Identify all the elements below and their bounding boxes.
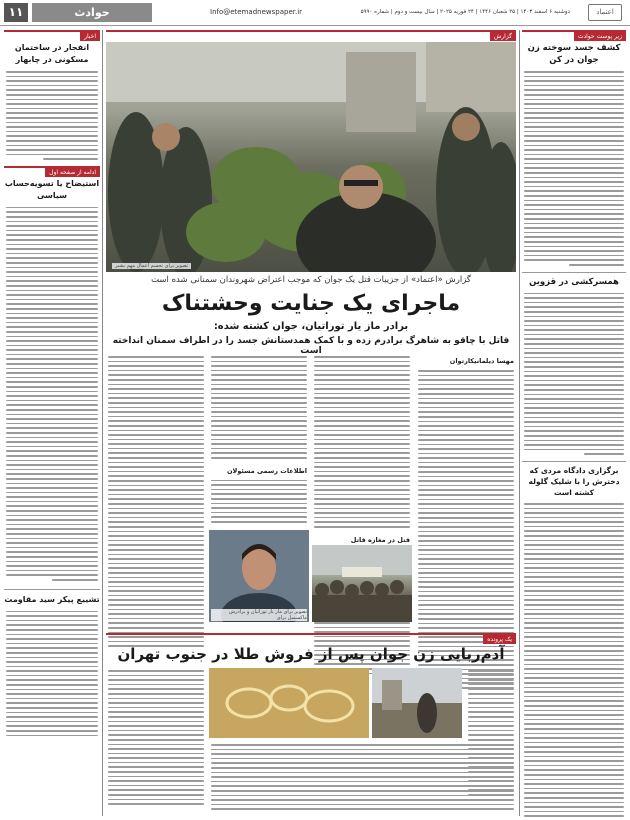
story-title[interactable]: انفجار در ساختمان مسکونی در چابهار <box>14 43 90 64</box>
story-title[interactable]: کشف جسد سوخته زن جوان در کن <box>527 43 621 65</box>
contact-email[interactable]: Info@etemadnewspaper.ir <box>210 8 303 16</box>
story-body <box>522 291 626 457</box>
story-deck: برادر ماز یار توراتیان، جوان کشته شده: <box>213 321 409 332</box>
bottom-body-3 <box>209 742 516 812</box>
gathering-image <box>312 545 412 622</box>
page-number: ۱۱ <box>4 3 28 22</box>
street-scene-image <box>372 668 462 738</box>
story-body <box>522 501 626 820</box>
column-rule <box>519 30 520 816</box>
protest-crowd-image <box>106 42 516 272</box>
section-tag: زیر پوست حوادث <box>522 30 626 39</box>
case-tag: یک پرونده <box>106 633 516 642</box>
story-title[interactable]: تشییع پیکر سید مقاومت <box>4 589 100 606</box>
story-headline[interactable]: ماجرای یک جنایت وحشتناک <box>161 291 461 316</box>
story-title[interactable]: استیضاح یا تسویه‌حساب سیاسی <box>4 178 100 200</box>
byline: مهسا دیلمانیکارتوان <box>449 357 514 365</box>
crowd-photo[interactable] <box>312 545 412 622</box>
subhead: قتل در مغازه قاتل <box>350 535 410 544</box>
main-body-col-2 <box>312 354 412 676</box>
newspaper-logo: اعتماد <box>588 4 622 21</box>
section-label: حوادث <box>32 3 152 22</box>
photo-caption: تصویر برای تجسم اعمال مهم بشیر <box>112 263 191 269</box>
story-deck: قاتل با چاقو به شاهرگ برادرم زده و با کمک همدستانش جسد را در اطراف سمنان انداخته است <box>112 336 510 356</box>
dateline: دوشنبه ۶ اسفند ۱۴۰۳ | ۲۵ شعبان ۱۴۴۶ | ۲۴ فوریه ۲۰۲۵ | سال بیست و دوم | شماره ۵۹۹۰ <box>360 9 570 15</box>
portrait-caption: تصویر برای ماز یار توراتیان و برادرش ماکسمیل برای <box>211 609 307 621</box>
bottom-body-2 <box>106 668 206 807</box>
main-body-col-4 <box>106 354 206 649</box>
story-body <box>4 205 100 583</box>
gold-photo[interactable] <box>209 668 369 738</box>
main-body-col-3 <box>209 354 309 525</box>
story-body <box>522 69 626 268</box>
column-rule <box>102 30 103 816</box>
victim-portrait[interactable] <box>209 530 309 622</box>
story-title[interactable]: همسرکشی در قزوین <box>522 272 626 288</box>
bottom-headline[interactable]: آدم‌ربایی زن جوان پس از فروش طلا در جنوب تهران <box>117 645 505 663</box>
main-photo[interactable] <box>106 42 516 272</box>
street-photo[interactable] <box>372 668 462 738</box>
report-tag: گزارش <box>106 30 516 39</box>
subhead: اطلاعات رسمی مسئولان <box>226 466 307 475</box>
gold-jewelry-image <box>209 668 369 738</box>
news-tag: اخبار <box>4 30 100 39</box>
page-header <box>0 0 630 26</box>
right-column <box>522 30 626 816</box>
story-kicker: گزارش «اعتماد» از جزییات قتل یک جوان که موجب اعتراض شهروندان سمنانی شده است <box>151 275 471 285</box>
story-body <box>4 609 100 739</box>
story-title[interactable]: برگزاری دادگاه مردی که دخترش را با شلیک گلوله کشته است <box>522 461 626 498</box>
story-body <box>4 69 100 162</box>
left-column <box>4 30 100 816</box>
continued-tag: ادامه از صفحه اول <box>4 166 100 175</box>
